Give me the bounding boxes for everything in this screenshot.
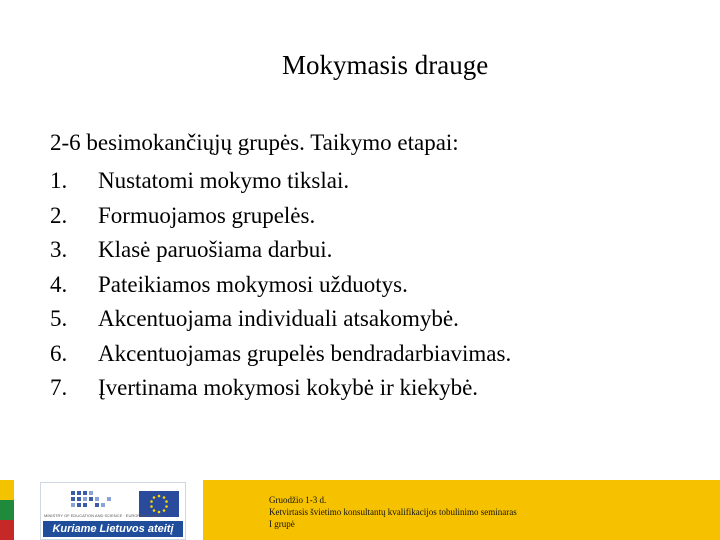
step-number: 6. xyxy=(50,340,68,366)
step-number: 5. xyxy=(50,306,68,331)
step-text: Klasė paruošiama darbui. xyxy=(98,237,333,262)
footer-group: I grupė xyxy=(269,519,295,529)
logo-slogan: Kuriame Lietuvos ateitį xyxy=(43,521,183,537)
step-number: 3. xyxy=(50,237,68,262)
step-text: Akcentuojamas grupelės bendradarbiavimas. xyxy=(98,340,512,366)
intro-text: 2-6 besimokančiųjų grupės. Taikymo etapai: xyxy=(50,130,459,155)
step-text: Nustatomi mokymo tikslai. xyxy=(98,168,350,193)
stripe-red xyxy=(0,520,14,540)
step-text: Pateikiamos mokymosi užduotys. xyxy=(98,271,408,297)
footer-info xyxy=(269,494,517,530)
stripe-green xyxy=(0,500,14,520)
project-logo xyxy=(40,482,186,540)
stripe-yellow xyxy=(0,480,14,500)
footer-event: Ketvirtasis švietimo konsultantų kvalifikacijos tobulinimo seminaras xyxy=(269,507,517,517)
flag-stripes xyxy=(0,480,14,540)
step-text: Formuojamos grupelės. xyxy=(98,202,316,228)
slide-title: Mokymasis drauge xyxy=(282,50,489,80)
ministry-grid-icon xyxy=(69,489,129,511)
step-number: 4. xyxy=(50,271,68,297)
footer-band xyxy=(203,480,720,540)
step-number: 1. xyxy=(50,168,68,193)
footer xyxy=(0,480,720,540)
step-number: 7. xyxy=(50,375,68,400)
step-number: 2. xyxy=(50,202,68,228)
step-text: Akcentuojama individuali atsakomybė. xyxy=(98,306,459,331)
step-text: Įvertinama mokymosi kokybė ir kiekybė. xyxy=(98,375,479,400)
footer-date: Gruodžio 1-3 d. xyxy=(269,495,327,505)
logo-caption: MINISTRY OF EDUCATION AND SCIENCE · EUROPEAN UNION xyxy=(44,513,163,518)
